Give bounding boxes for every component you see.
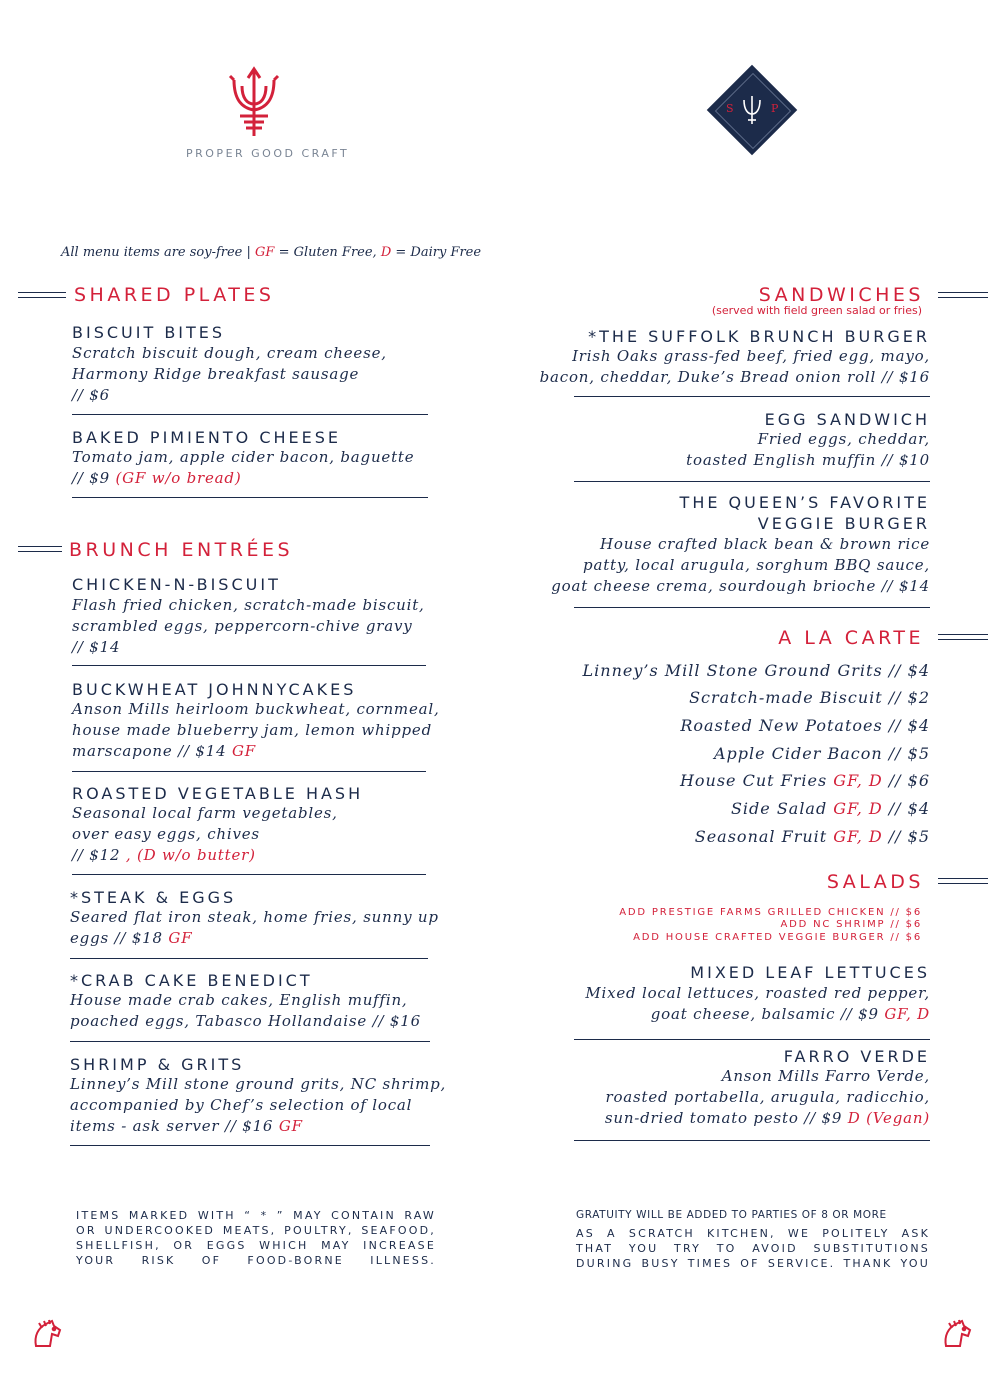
divider bbox=[70, 958, 428, 959]
price: // $6 bbox=[882, 771, 930, 790]
item-name: FARRO VERDE bbox=[783, 1047, 930, 1066]
carte-item bbox=[680, 771, 930, 790]
divider bbox=[72, 665, 426, 666]
item-name: BUCKWHEAT JOHNNYCAKES bbox=[72, 680, 357, 699]
price: items - ask server // $16 bbox=[70, 1117, 279, 1135]
dietary-note: GF bbox=[278, 1117, 303, 1135]
section-title-sandwiches: SANDWICHES bbox=[758, 284, 924, 306]
item-desc: Mixed local lettuces, roasted red pepper, bbox=[585, 984, 930, 1002]
dietary-note: GF, D bbox=[833, 799, 883, 818]
item-desc: Tomato jam, apple cider bacon, baguette bbox=[72, 448, 415, 466]
addon-line: ADD PRESTIGE FARMS GRILLED CHICKEN // $6 bbox=[619, 907, 922, 918]
item-desc bbox=[72, 845, 256, 866]
note-d: D bbox=[380, 245, 392, 260]
section-title-shared-plates: SHARED PLATES bbox=[74, 284, 275, 306]
item-desc: accompanied by Chef’s selection of local bbox=[70, 1096, 413, 1114]
brand-tagline: PROPER GOOD CRAFT bbox=[186, 147, 350, 160]
item-desc: house made blueberry jam, lemon whipped bbox=[72, 721, 432, 739]
item-name: CHICKEN-N-BISCUIT bbox=[72, 575, 281, 594]
price: goat cheese, balsamic // $9 bbox=[650, 1005, 885, 1023]
carte-text: Seasonal Fruit bbox=[694, 827, 834, 846]
divider bbox=[72, 874, 426, 875]
badge-letter-left: S bbox=[726, 102, 734, 115]
substitution-note: AS A SCRATCH KITCHEN, WE POLITELY ASK THAT YOU TRY TO AVOID SUBSTITUTIONS DURING BUSY TIMES OF SERVICE. THANK YOU bbox=[576, 1227, 930, 1270]
carte-item bbox=[695, 827, 930, 846]
item-desc bbox=[70, 928, 192, 949]
item-name: BISCUIT BITES bbox=[72, 323, 226, 342]
item-desc: Flash fried chicken, scratch-made biscuit, bbox=[72, 596, 425, 614]
dietary-note: GF, D bbox=[833, 827, 883, 846]
carte-text: Side Salad bbox=[730, 799, 834, 818]
item-name: MIXED LEAF LETTUCES bbox=[690, 963, 930, 982]
price: // $4 bbox=[882, 799, 930, 818]
carte-item bbox=[680, 716, 930, 735]
divider bbox=[574, 396, 930, 397]
section-rule bbox=[938, 878, 988, 884]
item-name: EGG SANDWICH bbox=[764, 410, 930, 429]
item-desc bbox=[651, 1004, 930, 1025]
section-rule bbox=[938, 292, 988, 298]
section-title-brunch: BRUNCH ENTRÉES bbox=[69, 539, 294, 561]
note-prefix: All menu items are soy-free | bbox=[61, 245, 256, 260]
item-name: THE QUEEN’S FAVORITE bbox=[679, 493, 930, 512]
item-desc: Anson Mills Farro Verde, bbox=[721, 1067, 930, 1085]
carte-text: Apple Cider Bacon // $5 bbox=[713, 744, 930, 763]
item-name: BAKED PIMIENTO CHEESE bbox=[72, 428, 342, 447]
gratuity-note: GRATUITY WILL BE ADDED TO PARTIES OF 8 OR MORE bbox=[576, 1209, 887, 1221]
item-desc: Linney’s Mill stone ground grits, NC shrimp, bbox=[70, 1075, 447, 1093]
horse-icon bbox=[940, 1318, 974, 1352]
dietary-note: (GF w/o bread) bbox=[115, 469, 242, 487]
price: eggs // $18 bbox=[70, 929, 169, 947]
item-desc: roasted portabella, arugula, radicchio, bbox=[605, 1088, 930, 1106]
item-desc: Irish Oaks grass-fed beef, fried egg, mayo, bbox=[572, 347, 930, 365]
badge-letter-right: P bbox=[771, 102, 779, 115]
carte-item bbox=[583, 661, 930, 680]
divider bbox=[72, 497, 428, 498]
item-desc: House made crab cakes, English muffin, bbox=[70, 991, 408, 1009]
carte-text: Scratch-made Biscuit // $2 bbox=[689, 688, 930, 707]
item-desc: Anson Mills heirloom buckwheat, cornmeal, bbox=[72, 700, 440, 718]
section-rule bbox=[18, 292, 66, 298]
item-desc bbox=[605, 1108, 930, 1129]
item-desc: goat cheese crema, sourdough brioche // $14 bbox=[551, 577, 930, 595]
item-name: *STEAK & EGGS bbox=[70, 888, 237, 907]
divider bbox=[574, 607, 930, 608]
item-desc: poached eggs, Tabasco Hollandaise // $16 bbox=[70, 1012, 421, 1030]
dietary-note: D (Vegan) bbox=[847, 1109, 930, 1127]
price: // $12 bbox=[72, 846, 126, 864]
item-name: ROASTED VEGETABLE HASH bbox=[72, 784, 364, 803]
carte-item bbox=[714, 744, 930, 763]
section-rule bbox=[938, 634, 988, 640]
carte-item bbox=[689, 688, 930, 707]
item-name: SHRIMP & GRITS bbox=[70, 1055, 245, 1074]
price: marscapone // $14 bbox=[72, 742, 232, 760]
section-title-salads: SALADS bbox=[826, 871, 924, 893]
allergen-note bbox=[61, 245, 481, 260]
dietary-note: GF, D bbox=[833, 771, 883, 790]
raw-food-disclaimer: ITEMS MARKED WITH “ * ” MAY CONTAIN RAW OR UNDERCOOKED MEATS, POULTRY, SEAFOOD, SHELLFISH, OR EGGS WHICH MAY INCREASE YOUR RISK OF FOOD-BORNE ILLNESS. bbox=[76, 1209, 436, 1267]
divider bbox=[574, 1140, 930, 1141]
trident-logo bbox=[228, 66, 280, 138]
price: // $5 bbox=[882, 827, 930, 846]
addon-line: ADD NC SHRIMP // $6 bbox=[780, 919, 922, 930]
item-desc: over easy eggs, chives bbox=[72, 825, 260, 843]
divider bbox=[574, 1039, 930, 1040]
carte-text: House Cut Fries bbox=[679, 771, 834, 790]
price: // $9 bbox=[72, 469, 116, 487]
divider bbox=[70, 1041, 430, 1042]
item-desc: Scratch biscuit dough, cream cheese, bbox=[72, 344, 387, 362]
dietary-note: GF bbox=[232, 742, 256, 760]
addon-line: ADD HOUSE CRAFTED VEGGIE BURGER // $6 bbox=[633, 932, 922, 943]
item-name: *THE SUFFOLK BRUNCH BURGER bbox=[588, 327, 930, 346]
item-desc bbox=[72, 468, 241, 489]
item-desc: toasted English muffin // $10 bbox=[686, 451, 930, 469]
item-desc: Fried eggs, cheddar, bbox=[757, 430, 930, 448]
divider bbox=[574, 481, 930, 482]
horse-icon bbox=[30, 1318, 64, 1352]
dietary-note: GF, D bbox=[884, 1005, 930, 1023]
item-desc: bacon, cheddar, Duke’s Bread onion roll // $16 bbox=[539, 368, 930, 386]
item-desc: patty, local arugula, sorghum BBQ sauce, bbox=[583, 556, 930, 574]
note-d-text: = Dairy Free bbox=[391, 245, 482, 260]
section-subtitle: (served with field green salad or fries) bbox=[711, 304, 922, 317]
trident-icon bbox=[741, 94, 763, 126]
item-name-line2: VEGGIE BURGER bbox=[757, 514, 930, 533]
item-desc: // $14 bbox=[72, 638, 121, 656]
carte-item bbox=[731, 799, 930, 818]
item-desc: Seared flat iron steak, home fries, sunny up bbox=[70, 908, 439, 926]
dietary-note: , (D w/o butter) bbox=[125, 846, 256, 864]
item-name: *CRAB CAKE BENEDICT bbox=[70, 971, 313, 990]
item-desc bbox=[70, 1116, 303, 1137]
item-desc: Seasonal local farm vegetables, bbox=[72, 804, 338, 822]
note-gf: GF bbox=[255, 245, 275, 260]
carte-text: Linney’s Mill Stone Ground Grits // $4 bbox=[582, 661, 930, 680]
item-desc: // $6 bbox=[72, 386, 110, 404]
item-desc: scrambled eggs, peppercorn-chive gravy bbox=[72, 617, 413, 635]
item-desc bbox=[72, 741, 256, 762]
carte-text: Roasted New Potatoes // $4 bbox=[680, 716, 930, 735]
divider bbox=[72, 771, 426, 772]
item-desc: House crafted black bean & brown rice bbox=[600, 535, 930, 553]
item-desc: Harmony Ridge breakfast sausage bbox=[72, 365, 360, 383]
divider bbox=[70, 1145, 430, 1146]
divider bbox=[72, 414, 428, 415]
section-title-a-la-carte: A LA CARTE bbox=[778, 627, 924, 649]
dietary-note: GF bbox=[168, 929, 193, 947]
note-gf-text: = Gluten Free, bbox=[274, 245, 381, 260]
price: sun-dried tomato pesto // $9 bbox=[604, 1109, 848, 1127]
section-rule bbox=[18, 546, 62, 552]
